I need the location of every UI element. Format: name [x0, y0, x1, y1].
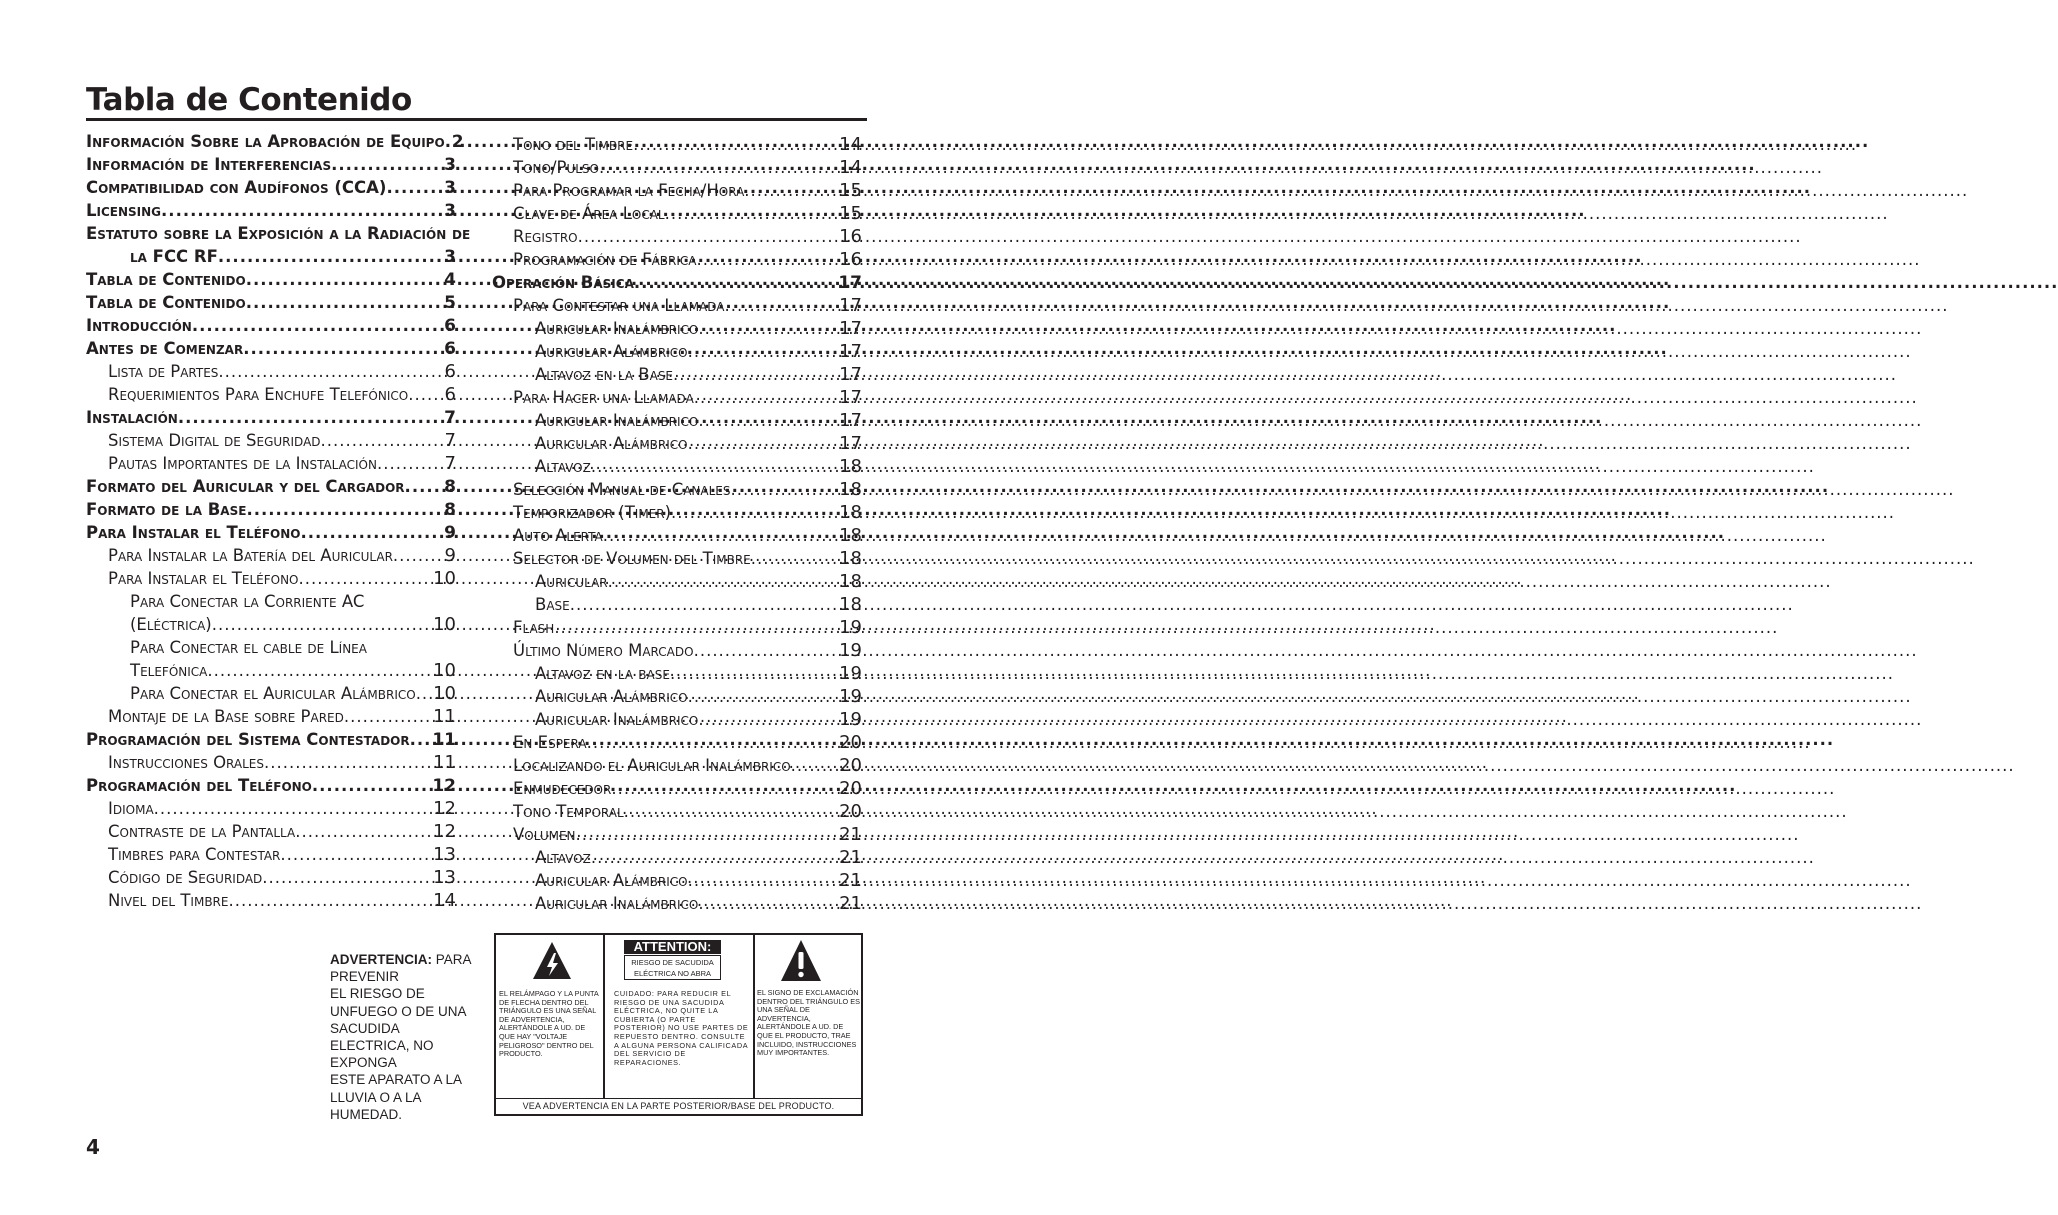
toc-entry-label: Código de Seguridad [108, 868, 263, 887]
toc-dot-leader [386, 176, 443, 199]
toc-dot-leader [212, 613, 432, 636]
warning-line: SACUDIDA [330, 1020, 400, 1036]
toc-dot-leader [300, 521, 443, 544]
toc-entry-page: 13 [433, 844, 456, 865]
toc-entry-page: 9 [444, 545, 456, 566]
toc-entry-page: 7 [444, 453, 456, 474]
toc-dot-leader [331, 153, 443, 176]
toc-entry-page: 21 [839, 847, 862, 868]
toc-entry [86, 452, 456, 475]
divider [496, 1098, 861, 1099]
toc-entry-label: Instalación [86, 408, 178, 427]
toc-entry-label: Tono del Timbre [513, 135, 634, 154]
toc-dot-leader [246, 498, 443, 521]
toc-entry [86, 682, 456, 705]
toc-entry [492, 754, 862, 777]
toc-dot-leader [697, 248, 839, 271]
toc-dot-leader [192, 314, 443, 337]
toc-entry [86, 866, 456, 889]
toc-dot-leader [591, 455, 838, 478]
toc-entry [492, 846, 862, 869]
warning-line: EXPONGA [330, 1055, 397, 1071]
toc-dot-leader [608, 570, 838, 593]
toc-entry [86, 797, 456, 820]
toc-entry-page: 5 [444, 293, 456, 313]
toc-entry [86, 659, 456, 682]
toc-dot-leader [570, 593, 838, 616]
toc-entry-page: 17 [839, 387, 862, 408]
warning-line: ELECTRICA, NO [330, 1038, 434, 1054]
toc-entry-label: Tabla de Contenido [86, 293, 246, 312]
toc-entry [86, 176, 456, 199]
toc-dot-leader [218, 360, 443, 383]
toc-entry [492, 225, 862, 248]
exclamation-explanation: EL SIGNO DE EXCLAMACIÓN DENTRO DEL TRIÁNGULO ES UNA SEÑAL DE ADVERTENCIA, ALERTÁNDOLE A UD. DE QUE EL PRODUCTO, TRAE INCLUIDO, INSTRUCCIONES MUY IMPORTANTES. [757, 988, 860, 1058]
toc-entry [492, 432, 862, 455]
toc-entry [86, 314, 456, 337]
toc-entry-page: 18 [839, 479, 862, 500]
toc-entry [492, 892, 862, 915]
toc-entry [492, 409, 862, 432]
toc-dot-leader [312, 774, 431, 797]
toc-dot-leader [587, 731, 839, 754]
toc-entry [86, 889, 456, 912]
toc-entry-page: 3 [444, 155, 456, 175]
toc-dot-leader [299, 567, 433, 590]
toc-entry-label: Montaje de la Base sobre Pared [108, 707, 344, 726]
toc-entry [86, 820, 456, 843]
toc-entry [492, 317, 862, 340]
toc-dot-leader [405, 475, 444, 498]
toc-dot-leader [154, 797, 432, 820]
toc-entry [492, 133, 862, 156]
toc-entry [86, 705, 456, 728]
toc-entry-page: 7 [444, 408, 456, 428]
toc-entry [492, 823, 862, 846]
toc-entry-page: 10 [433, 568, 456, 589]
toc-entry [86, 728, 456, 751]
toc-dot-leader [751, 547, 838, 570]
toc-dot-leader [578, 225, 838, 248]
toc-dot-leader [688, 340, 838, 363]
toc-entry [86, 429, 456, 452]
toc-entry [492, 501, 862, 524]
toc-dot-leader [791, 754, 838, 777]
toc-entry-page: 18 [839, 502, 862, 523]
toc-dot-leader [665, 202, 838, 225]
toc-entry-label: Licensing [86, 201, 162, 220]
exclamation-warning-icon [780, 939, 822, 983]
toc-entry-page: 20 [839, 801, 862, 822]
toc-dot-leader [725, 294, 839, 317]
warning-line: ESTE APARATO A LA [330, 1072, 463, 1088]
caution-footer: VEA ADVERTENCIA EN LA PARTE POSTERIOR/BASE DEL PRODUCTO. [522, 1101, 835, 1111]
toc-dot-leader [624, 800, 838, 823]
toc-entry-page: 14 [433, 890, 456, 911]
toc-entry-label: (Eléctrica) [130, 615, 212, 634]
toc-entry-label: Compatibilidad con Audífonos (CCA) [86, 178, 387, 197]
toc-entry-label: la FCC RF [130, 247, 218, 266]
toc-dot-leader [591, 846, 838, 869]
toc-entry-label: Para Conectar la Corriente AC [130, 592, 365, 611]
toc-dot-leader [410, 728, 432, 751]
toc-entry-label: Volumen [513, 825, 576, 844]
toc-right-column [492, 133, 862, 915]
toc-dot-leader [694, 386, 838, 409]
toc-entry [492, 386, 862, 409]
toc-dot-leader [178, 406, 443, 429]
toc-entry-label: Requerimientos Para Enchufe Telefónico [108, 385, 409, 404]
divider [753, 935, 755, 1098]
toc-entry [86, 153, 456, 176]
toc-entry-page: 17 [839, 410, 862, 431]
toc-entry [86, 521, 456, 544]
toc-dot-leader [228, 889, 432, 912]
toc-entry-page: 17 [839, 364, 862, 385]
toc-dot-leader [694, 639, 839, 662]
toc-entry-page: 18 [839, 456, 862, 477]
toc-entry-label: Instrucciones Orales [108, 753, 265, 772]
toc-entry-label: Auto Alerta [513, 526, 603, 545]
toc-entry [492, 685, 862, 708]
toc-entry-page: 18 [839, 548, 862, 569]
toc-entry-label: Auricular Inalámbrico [535, 894, 699, 913]
toc-entry-label: Clave de Área Local [513, 204, 665, 223]
toc-entry-page: 6 [444, 316, 456, 336]
toc-dot-leader [688, 432, 838, 455]
toc-entry [86, 199, 456, 222]
toc-entry-page: 17 [839, 295, 862, 316]
toc-entry-label: Operación Básica [492, 273, 634, 292]
toc-dot-leader [688, 685, 838, 708]
toc-entry-label: Altavoz [535, 848, 591, 867]
toc-entry [86, 498, 456, 521]
toc-dot-leader [295, 820, 432, 843]
toc-entry-label: Registro [513, 227, 578, 246]
toc-dot-leader [603, 524, 838, 547]
toc-entry-label: Programación del Sistema Contestador [86, 730, 410, 749]
toc-entry [86, 544, 456, 567]
toc-entry-page: 18 [839, 525, 862, 546]
toc-dot-leader [416, 682, 432, 705]
toc-dot-leader [262, 866, 432, 889]
toc-entry [86, 590, 456, 613]
toc-dot-leader [611, 777, 838, 800]
toc-entry [492, 616, 862, 639]
toc-dot-leader [393, 544, 444, 567]
lightning-explanation: EL RELÁMPAGO Y LA PUNTA DE FLECHA DENTRO DEL TRIÁNGULO ES UNA SEÑAL DE ADVERTENCIA, ALERTÁNDOLE A UD. DE QUE HAY "VOLTAJE PELIGROSO" DENTRO DEL PRODUCTO. [499, 989, 599, 1059]
toc-dot-leader [161, 199, 443, 222]
toc-dot-leader [218, 245, 443, 268]
toc-entry [492, 179, 862, 202]
toc-entry-label: Enmudecedor [513, 779, 612, 798]
toc-entry [86, 360, 456, 383]
toc-dot-leader [671, 501, 838, 524]
toc-entry-page: 4 [444, 270, 456, 290]
toc-entry-page: 6 [444, 361, 456, 382]
toc-entry [492, 363, 862, 386]
toc-entry-label: Altavoz en la Base [535, 365, 674, 384]
toc-entry-page: 17 [839, 318, 862, 339]
toc-entry-page: 2 [451, 132, 464, 152]
warning-text [330, 951, 490, 1123]
toc-entry-page: 17 [839, 341, 862, 362]
toc-dot-leader [554, 616, 838, 639]
toc-entry-label: Pautas Importantes de la Instalación [108, 454, 377, 473]
caution-box [494, 933, 863, 1116]
toc-entry-page: 10 [433, 683, 456, 704]
toc-dot-leader [698, 409, 838, 432]
toc-entry [492, 202, 862, 225]
toc-entry-page: 12 [433, 821, 456, 842]
toc-entry [492, 639, 862, 662]
page-title: Tabla de Contenido [86, 82, 412, 118]
toc-entry-label: Altavoz en la base [535, 664, 670, 683]
toc-entry-label: Auricular Inalámbrico [535, 319, 699, 338]
toc-entry-page: 11 [432, 730, 456, 750]
toc-entry-page: 19 [839, 640, 862, 661]
toc-entry [86, 567, 456, 590]
toc-entry-label: Selección Manual de Canales [513, 480, 731, 499]
toc-entry [492, 340, 862, 363]
toc-entry [86, 843, 456, 866]
warning-heading: ADVERTENCIA: [330, 952, 433, 967]
attention-label: ATTENTION: [624, 940, 721, 954]
toc-entry-page: 3 [444, 178, 456, 198]
toc-entry-label: Información Sobre la Aprobación de Equipo [86, 132, 445, 151]
toc-entry-label: Auricular Alámbrico [535, 871, 688, 890]
toc-left-column [86, 130, 471, 912]
toc-dot-leader [280, 843, 432, 866]
toc-dot-leader [670, 662, 838, 685]
toc-entry [86, 774, 456, 797]
toc-dot-leader [576, 823, 839, 846]
toc-entry-page: 8 [444, 500, 456, 520]
toc-entry-page: 3 [444, 201, 456, 221]
toc-entry-page: 10 [433, 660, 456, 681]
toc-entry-label: Programación del Teléfono [86, 776, 312, 795]
toc-entry-label: Tabla de Contenido [86, 270, 246, 289]
toc-dot-leader [698, 892, 838, 915]
toc-entry-label: Para Instalar el Teléfono [108, 569, 299, 588]
toc-entry-page: 21 [839, 893, 862, 914]
toc-entry-label: Auricular Alámbrico [535, 342, 688, 361]
toc-entry-page: 3 [444, 247, 456, 267]
toc-entry [86, 475, 456, 498]
toc-entry-page: 12 [433, 798, 456, 819]
toc-entry-page: 16 [839, 226, 862, 247]
toc-entry-page: 10 [433, 614, 456, 635]
toc-dot-leader [243, 337, 443, 360]
page-number: 4 [86, 1135, 100, 1159]
toc-entry [492, 455, 862, 478]
toc-entry-label: Para Instalar la Batería del Auricular [108, 546, 393, 565]
toc-entry [86, 636, 456, 659]
toc-entry [86, 268, 456, 291]
toc-entry [492, 478, 862, 501]
toc-dot-leader [698, 708, 838, 731]
toc-entry-label: Telefónica [130, 661, 208, 680]
toc-dot-leader [698, 317, 838, 340]
toc-dot-leader [731, 478, 839, 501]
toc-entry-page: 13 [433, 867, 456, 888]
toc-entry-page: 11 [433, 706, 456, 727]
toc-entry-page: 18 [839, 571, 862, 592]
toc-entry-page: 19 [839, 686, 862, 707]
toc-entry-label: Para Hacer una Llamada [513, 388, 694, 407]
toc-entry [86, 751, 456, 774]
toc-dot-leader [744, 179, 838, 202]
toc-entry-label: Tono Temporal [513, 802, 624, 821]
toc-entry [492, 547, 862, 570]
toc-dot-leader [634, 271, 837, 294]
toc-entry-page: 6 [444, 384, 456, 405]
toc-entry-page: 17 [838, 273, 862, 293]
toc-entry-label: Auricular Inalámbrico [535, 411, 699, 430]
toc-entry-label: Información de Interferencias [86, 155, 332, 174]
toc-dot-leader [344, 705, 432, 728]
toc-entry [492, 593, 862, 616]
warning-line: PREVENIR [330, 969, 400, 985]
toc-entry-page: 19 [839, 709, 862, 730]
toc-entry-label: Para Contestar una Llamada [513, 296, 725, 315]
toc-entry [86, 406, 456, 429]
title-rule [86, 118, 867, 121]
toc-entry [492, 869, 862, 892]
toc-entry [492, 271, 862, 294]
toc-entry [86, 245, 456, 268]
toc-entry-label: Formato del Auricular y del Cargador [86, 477, 405, 496]
toc-entry-page: 20 [839, 732, 862, 753]
attention-subtext: RIESGO DE SACUDIDA ELÉCTRICA NO ABRA [624, 955, 721, 980]
toc-entry [492, 294, 862, 317]
divider [603, 935, 605, 1098]
toc-entry-label: Flash [513, 618, 555, 637]
toc-entry [492, 708, 862, 731]
toc-entry-label: Programación de Fábrica [513, 250, 697, 269]
toc-entry-page: 14 [839, 157, 862, 178]
toc-entry [86, 291, 456, 314]
toc-entry-label: Base [535, 595, 570, 614]
toc-entry [492, 570, 862, 593]
toc-entry-page: 7 [444, 430, 456, 451]
toc-entry-page: 17 [839, 433, 862, 454]
toc-entry-page: 15 [839, 203, 862, 224]
toc-dot-leader [633, 133, 838, 156]
toc-entry [492, 662, 862, 685]
toc-dot-leader [688, 869, 838, 892]
toc-entry-page: 9 [444, 523, 456, 543]
toc-entry [492, 248, 862, 271]
toc-dot-leader [599, 156, 838, 179]
toc-entry-label: Nivel del Timbre [108, 891, 229, 910]
warning-line: PARA [435, 952, 472, 967]
toc-entry [492, 731, 862, 754]
toc-entry-label: Para Conectar el cable de Línea [130, 638, 367, 657]
toc-entry [86, 222, 471, 245]
toc-entry-label: Introducción [86, 316, 192, 335]
toc-dot-leader [321, 429, 444, 452]
toc-entry-page: 12 [432, 776, 456, 796]
toc-dot-leader [246, 291, 443, 314]
toc-dot-leader [673, 363, 838, 386]
toc-entry-label: Localizando el Auricular Inalámbrico [513, 756, 791, 775]
warning-line: LLUVIA O A LA [330, 1089, 422, 1105]
warning-line: EL RIESGO DE [330, 986, 425, 1002]
toc-entry-page: 18 [839, 594, 862, 615]
warning-line: HUMEDAD. [330, 1106, 403, 1122]
toc-entry-label: Selector de Volumen del Timbre [513, 549, 751, 568]
toc-dot-leader [408, 383, 443, 406]
toc-entry-label: Formato de la Base [86, 500, 247, 519]
lightning-warning-icon [532, 941, 572, 981]
toc-entry-label: Último Número Marcado [513, 641, 694, 660]
toc-entry-page: 15 [839, 180, 862, 201]
toc-dot-leader [264, 751, 432, 774]
toc-entry-page: 8 [444, 477, 456, 497]
toc-entry-label: Antes de Comenzar [86, 339, 244, 358]
toc-entry-label: Tono/Pulso [513, 158, 599, 177]
toc-entry [492, 777, 862, 800]
toc-dot-leader [377, 452, 444, 475]
toc-entry-page: 19 [839, 663, 862, 684]
toc-entry-label: Auricular Alámbrico [535, 687, 688, 706]
toc-entry-label: Sistema Digital de Seguridad [108, 431, 321, 450]
toc-entry-label: Timbres para Contestar [108, 845, 281, 864]
toc-dot-leader [207, 659, 432, 682]
toc-entry-page: 19 [839, 617, 862, 638]
toc-entry-page: 14 [839, 134, 862, 155]
toc-entry [492, 156, 862, 179]
toc-entry-label: Contraste de la Pantalla [108, 822, 296, 841]
toc-entry-label: Para Instalar el Teléfono [86, 523, 301, 542]
toc-dot-leader [246, 268, 443, 291]
toc-entry-label: Estatuto sobre la Exposición a la Radiación de [86, 224, 471, 243]
toc-entry [86, 130, 464, 153]
toc-entry-page: 20 [839, 778, 862, 799]
toc-entry [492, 524, 862, 547]
toc-entry [86, 383, 456, 406]
toc-entry-page: 21 [839, 824, 862, 845]
warning-line: UNFUEGO O DE UNA [330, 1003, 467, 1019]
toc-entry-label: Para Conectar el Auricular Alámbrico [130, 684, 416, 703]
toc-entry [86, 337, 456, 360]
toc-entry-label: Auricular Alámbrico [535, 434, 688, 453]
toc-entry [492, 800, 862, 823]
toc-entry-label: Auricular Inalámbrico [535, 710, 699, 729]
toc-entry-page: 6 [444, 339, 456, 359]
toc-entry-label: En Espera [513, 733, 587, 752]
toc-entry-page: 20 [839, 755, 862, 776]
toc-entry-label: Temporizador (Timer) [513, 503, 672, 522]
toc-entry-label: Altavoz [535, 457, 591, 476]
toc-entry-label: Auricular [535, 572, 608, 591]
toc-entry-page: 16 [839, 249, 862, 270]
toc-entry [86, 613, 456, 636]
toc-entry-page: 11 [433, 752, 456, 773]
toc-entry-label: Lista de Partes [108, 362, 219, 381]
caution-text: CUIDADO: PARA REDUCIR EL RIESGO DE UNA SACUDIDA ELÉCTRICA, NO QUITE LA CUBIERTA (O PARTE POSTERIOR) NO USE PARTES DE REPUESTO DENTRO. CONSULTE A ALGUNA PERSONA CALIFICADA DEL SERVICIO DE REPARACIONES. [614, 989, 749, 1067]
toc-entry-label: Idioma [108, 799, 154, 818]
toc-entry-label: Para Programar la Fecha/Hora [513, 181, 745, 200]
toc-entry-page: 21 [839, 870, 862, 891]
